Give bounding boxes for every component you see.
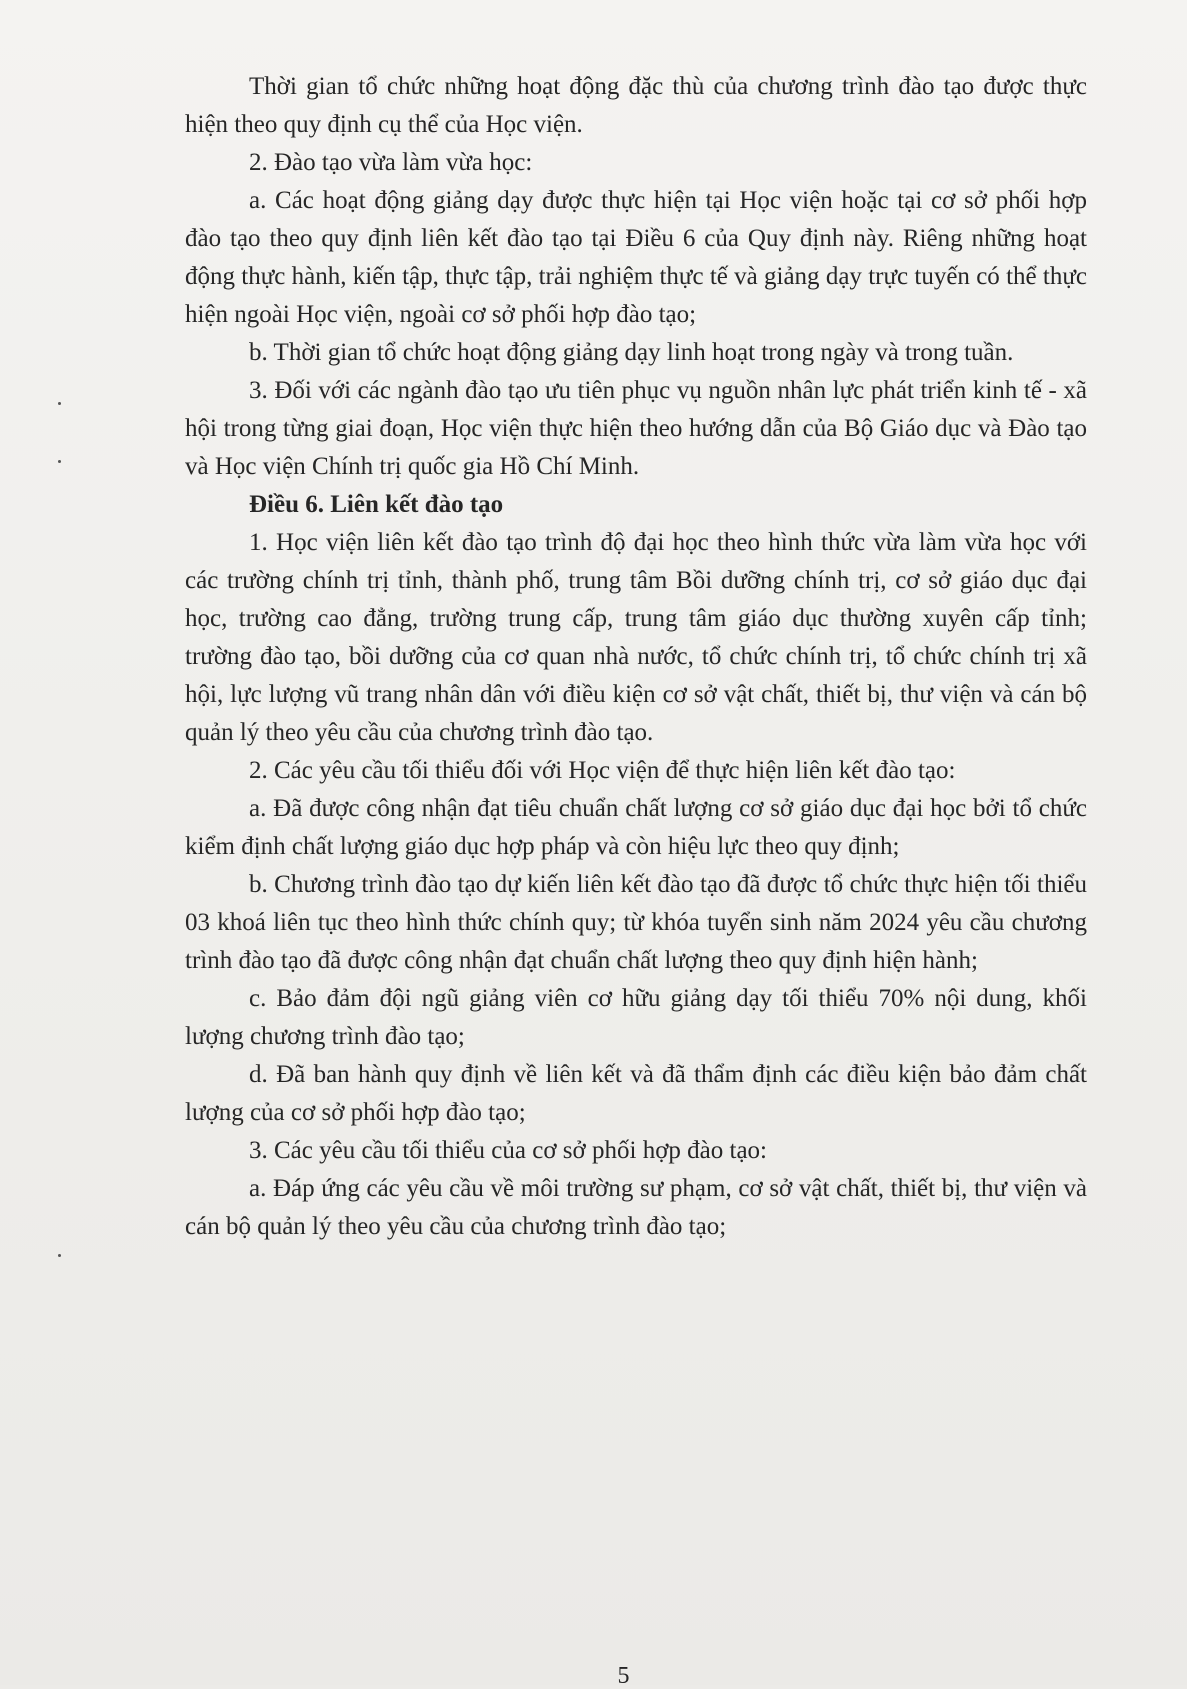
paragraph: Thời gian tổ chức những hoạt động đặc thù của chương trình đào tạo được thực hiện theo quy định cụ thể của Học viện. xyxy=(185,73,1087,138)
paragraph: 3. Đối với các ngành đào tạo ưu tiên phục vụ nguồn nhân lực phát triển kinh tế - xã hội trong từng giai đoạn, Học viện thực hiện theo hướng dẫn của Bộ Giáo dục và Đào tạo và Học viện Chính trị quốc gia Hồ Chí Minh. xyxy=(185,377,1087,480)
paragraph: a. Các hoạt động giảng dạy được thực hiện tại Học viện hoặc tại cơ sở phối hợp đào tạo theo quy định liên kết đào tạo tại Điều 6 của Quy định này. Riêng những hoạt động thực hành, kiến tập, thực tập, trải nghiệm thực tế và giảng dạy trực tuyến có thể thực hiện ngoài Học viện, ngoài cơ sở phối hợp đào tạo; xyxy=(185,187,1087,328)
page-number xyxy=(0,1664,1187,1688)
page-number-text: 5 xyxy=(617,1663,630,1689)
article-heading: Điều 6. Liên kết đào tạo xyxy=(249,491,504,518)
paragraph: b. Thời gian tổ chức hoạt động giảng dạy linh hoạt trong ngày và trong tuần. xyxy=(249,339,1014,366)
paragraph: 2. Đào tạo vừa làm vừa học: xyxy=(249,149,533,176)
paragraph: d. Đã ban hành quy định về liên kết và đã thẩm định các điều kiện bảo đảm chất lượng của cơ sở phối hợp đào tạo; xyxy=(185,1061,1087,1126)
paragraph: 3. Các yêu cầu tối thiểu của cơ sở phối hợp đào tạo: xyxy=(249,1137,767,1164)
paragraph: 1. Học viện liên kết đào tạo trình độ đại học theo hình thức vừa làm vừa học với các trường chính trị tỉnh, thành phố, trung tâm Bồi dưỡng chính trị, cơ sở giáo dục đại học, trường cao đẳng, trường trung cấp, trung tâm giáo dục thường xuyên cấp tỉnh; trường đào tạo, bồi dưỡng của cơ quan nhà nước, tổ chức chính trị, tổ chức chính trị xã hội, lực lượng vũ trang nhân dân với điều kiện cơ sở vật chất, thiết bị, thư viện và cán bộ quản lý theo yêu cầu của chương trình đào tạo. xyxy=(185,529,1087,746)
margin-mark xyxy=(58,1254,61,1257)
document-body xyxy=(185,68,1087,1246)
paragraph: a. Đáp ứng các yêu cầu về môi trường sư phạm, cơ sở vật chất, thiết bị, thư viện và cán bộ quản lý theo yêu cầu của chương trình đào tạo; xyxy=(185,1175,1087,1240)
paragraph: a. Đã được công nhận đạt tiêu chuẩn chất lượng cơ sở giáo dục đại học bởi tổ chức kiểm định chất lượng giáo dục hợp pháp và còn hiệu lực theo quy định; xyxy=(185,795,1087,860)
margin-mark xyxy=(58,402,61,405)
margin-mark xyxy=(58,460,61,463)
paragraph: b. Chương trình đào tạo dự kiến liên kết đào tạo đã được tổ chức thực hiện tối thiểu 03 khoá liên tục theo hình thức chính quy; từ khóa tuyển sinh năm 2024 yêu cầu chương trình đào tạo đã được công nhận đạt chuẩn chất lượng theo quy định hiện hành; xyxy=(185,871,1087,974)
paragraph: 2. Các yêu cầu tối thiểu đối với Học viện để thực hiện liên kết đào tạo: xyxy=(249,757,956,784)
paragraph: c. Bảo đảm đội ngũ giảng viên cơ hữu giảng dạy tối thiểu 70% nội dung, khối lượng chương trình đào tạo; xyxy=(185,985,1087,1050)
